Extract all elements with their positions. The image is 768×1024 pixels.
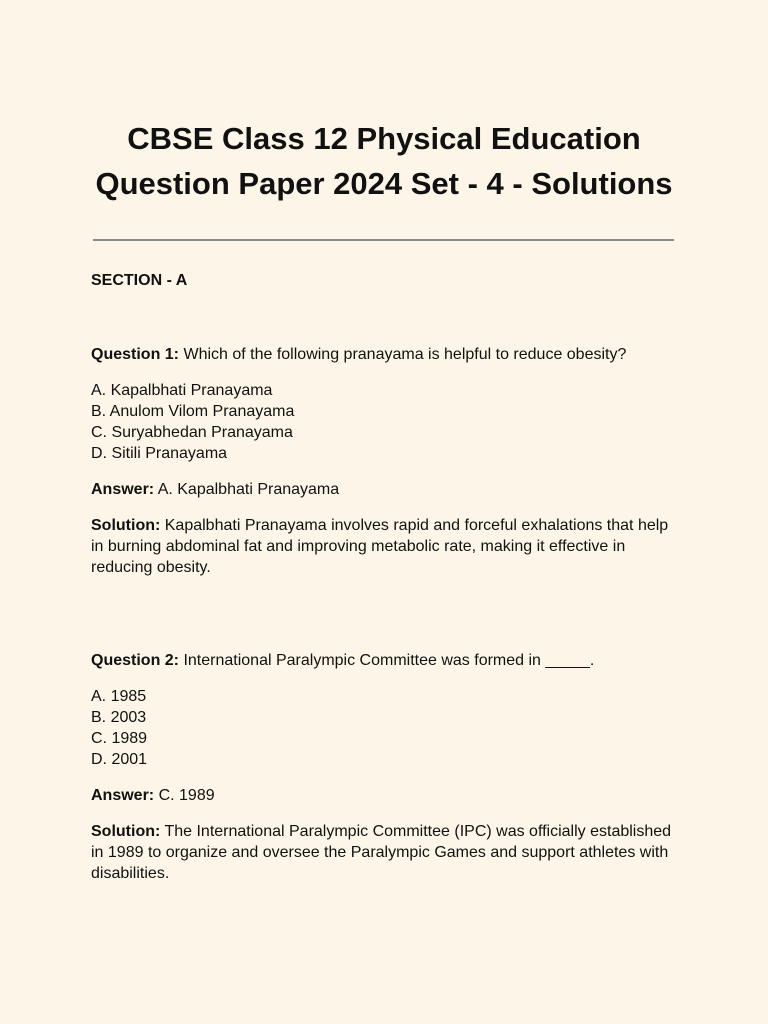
question-1-prompt: [91, 344, 681, 365]
question-1-option-b: B. Anulom Vilom Pranayama: [91, 403, 295, 420]
question-1-solution-text: Kapalbhati Pranayama involves rapid and forceful exhalations that help in burning abdominal fat and improving metabolic rate, making it effective in reducing obesity.: [91, 517, 669, 576]
page-title: [91, 116, 677, 206]
question-2-option-d: D. 2001: [91, 751, 148, 768]
page-title-line-1: CBSE Class 12 Physical Education: [127, 121, 641, 156]
question-2-label: Question 2:: [91, 652, 180, 669]
question-1-text: Which of the following pranayama is helpful to reduce obesity?: [179, 346, 627, 363]
question-2-answer-text: C. 1989: [154, 787, 215, 804]
question-2-solution: [91, 821, 681, 884]
question-2-text: International Paralympic Committee was formed in _____.: [179, 652, 595, 669]
question-1-option-c: C. Suryabhedan Pranayama: [91, 424, 293, 441]
question-2-answer: [91, 785, 681, 806]
question-1: [91, 344, 681, 578]
question-2-prompt: [91, 650, 681, 671]
question-1-label: Question 1:: [91, 346, 180, 363]
question-2-answer-label: Answer:: [91, 787, 155, 804]
question-2-options: [91, 686, 681, 770]
question-2-solution-text: The International Paralympic Committee (IPC) was officially established in 1989 to organize and oversee the Paralympic Games and support athletes with disabilities.: [91, 823, 672, 882]
question-1-answer-text: A. Kapalbhati Pranayama: [154, 481, 340, 498]
question-1-option-d: D. Sitili Pranayama: [91, 445, 228, 462]
question-2: [91, 650, 681, 884]
question-1-solution-label: Solution:: [91, 517, 161, 534]
section-heading: SECTION - A: [91, 272, 188, 289]
question-2-option-c: C. 1989: [91, 730, 148, 747]
question-1-answer: [91, 479, 681, 500]
title-divider: [93, 239, 674, 241]
question-2-option-b: B. 2003: [91, 709, 147, 726]
question-2-solution-label: Solution:: [91, 823, 161, 840]
question-1-option-a: A. Kapalbhati Pranayama: [91, 382, 273, 399]
page-title-line-2: Question Paper 2024 Set - 4 - Solutions: [95, 166, 673, 201]
question-1-answer-label: Answer:: [91, 481, 155, 498]
question-2-option-a: A. 1985: [91, 688, 147, 705]
question-1-options: [91, 380, 681, 464]
question-1-solution: [91, 515, 681, 578]
